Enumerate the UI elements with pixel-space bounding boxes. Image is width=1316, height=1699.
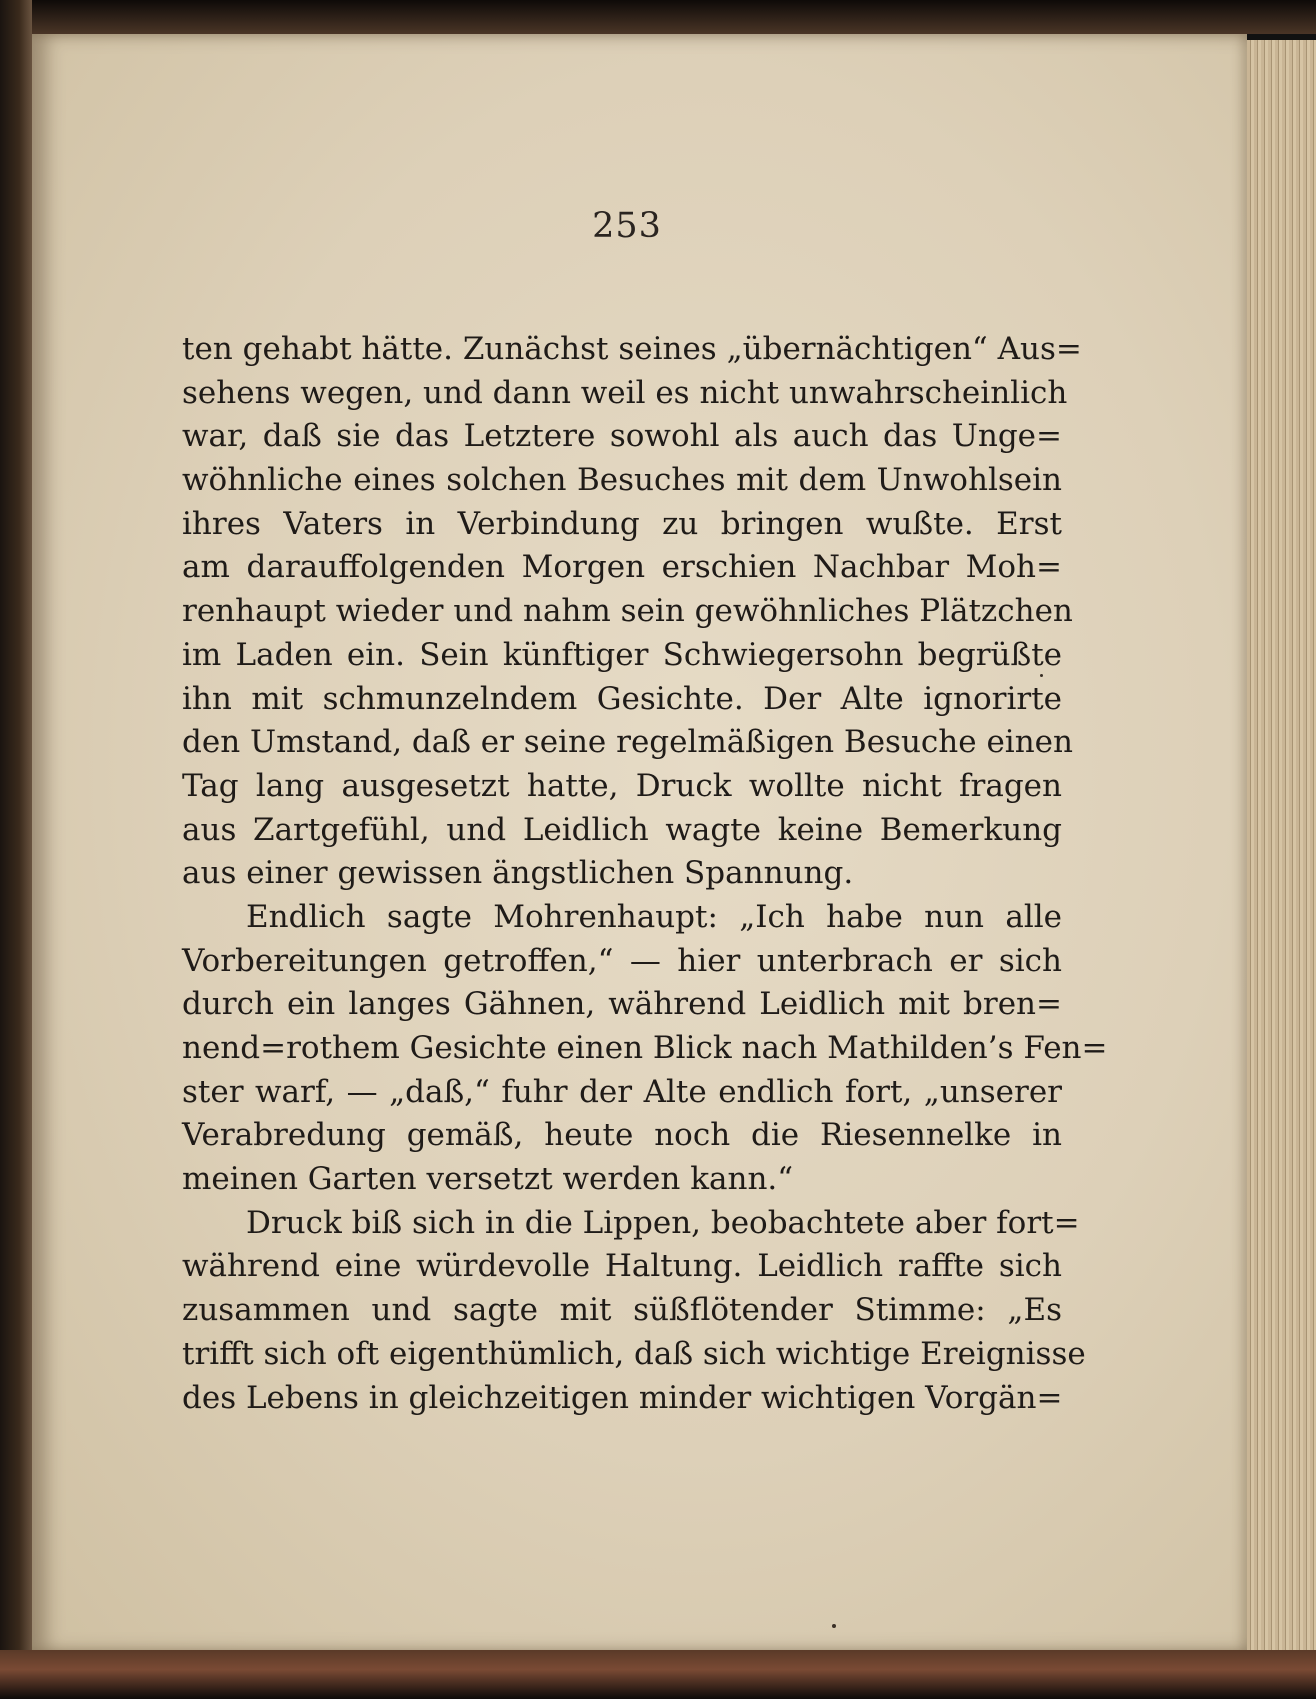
text-line: aus Zartgefühl, und Leidlich wagte keine Bemerkung [182,811,1062,848]
text-line: im Laden ein. Sein künftiger Schwiegersohn begrüßte [182,636,1062,673]
text-line: ster warf, — „daß,“ fuhr der Alte endlich fort, „unserer [182,1073,1062,1110]
text-line: am darauffolgenden Morgen erschien Nachbar Moh= [182,549,1062,586]
book-cover-top [0,0,1316,34]
ink-speck [832,1624,836,1628]
text-line: des Lebens in gleichzeitigen minder wichtigen Vorgän= [182,1379,1063,1416]
text-line: sehens wegen, und dann weil es nicht unwahrscheinlich [182,374,1068,411]
text-line: ihn mit schmunzelndem Gesichte. Der Alte ignorirte [182,680,1062,717]
text-line: ten gehabt hätte. Zunächst seines „übernächtigen“ Aus= [182,331,1082,367]
text-line: renhaupt wieder und nahm sein gewöhnliches Plätzchen [182,593,1073,630]
text-line: durch ein langes Gähnen, während Leidlich mit bren= [182,986,1062,1023]
text-line: Tag lang ausgesetzt hatte, Druck wollte nicht fragen [182,767,1062,804]
text-line: den Umstand, daß er seine regelmäßigen Besuche einen [182,724,1073,761]
text-line: Verabredung gemäß, heute noch die Riesennelke in [182,1117,1062,1154]
text-line: während eine würdevolle Haltung. Leidlich raffte sich [182,1248,1062,1285]
text-line: Vorbereitungen getroffen,“ — hier unterbrach er sich [182,942,1062,979]
book-spine-edge [0,0,32,1699]
paragraph-start-line: Endlich sagte Mohrenhaupt: „Ich habe nun alle [246,898,1062,935]
text-line: nend=rothem Gesichte einen Blick nach Mathilden’s Fen= [182,1030,1108,1066]
text-line: wöhnliche eines solchen Besuches mit dem Unwohlsein [182,462,1062,499]
book-cover-bottom [0,1650,1316,1699]
ink-speck [1040,674,1043,677]
text-line: trifft sich oft eigenthümlich, daß sich wichtige Ereignisse [182,1335,1086,1372]
body-text [182,328,1108,1420]
text-line: war, daß sie das Letztere sowohl als auch das Unge= [182,418,1062,455]
page-number: 253 [592,206,662,246]
text-line: ihres Vaters in Verbindung zu bringen wußte. Erst [182,505,1062,542]
book-page [32,34,1247,1652]
paragraph-end-line: aus einer gewissen ängstlichen Spannung. [182,855,854,892]
page-stack-edge [1245,40,1316,1670]
paragraph-start-line: Druck biß sich in die Lippen, beobachtete aber fort= [246,1204,1080,1241]
text-line: zusammen und sagte mit süßflötender Stimme: „Es [182,1292,1062,1329]
paragraph-end-line: meinen Garten versetzt werden kann.“ [182,1161,794,1198]
